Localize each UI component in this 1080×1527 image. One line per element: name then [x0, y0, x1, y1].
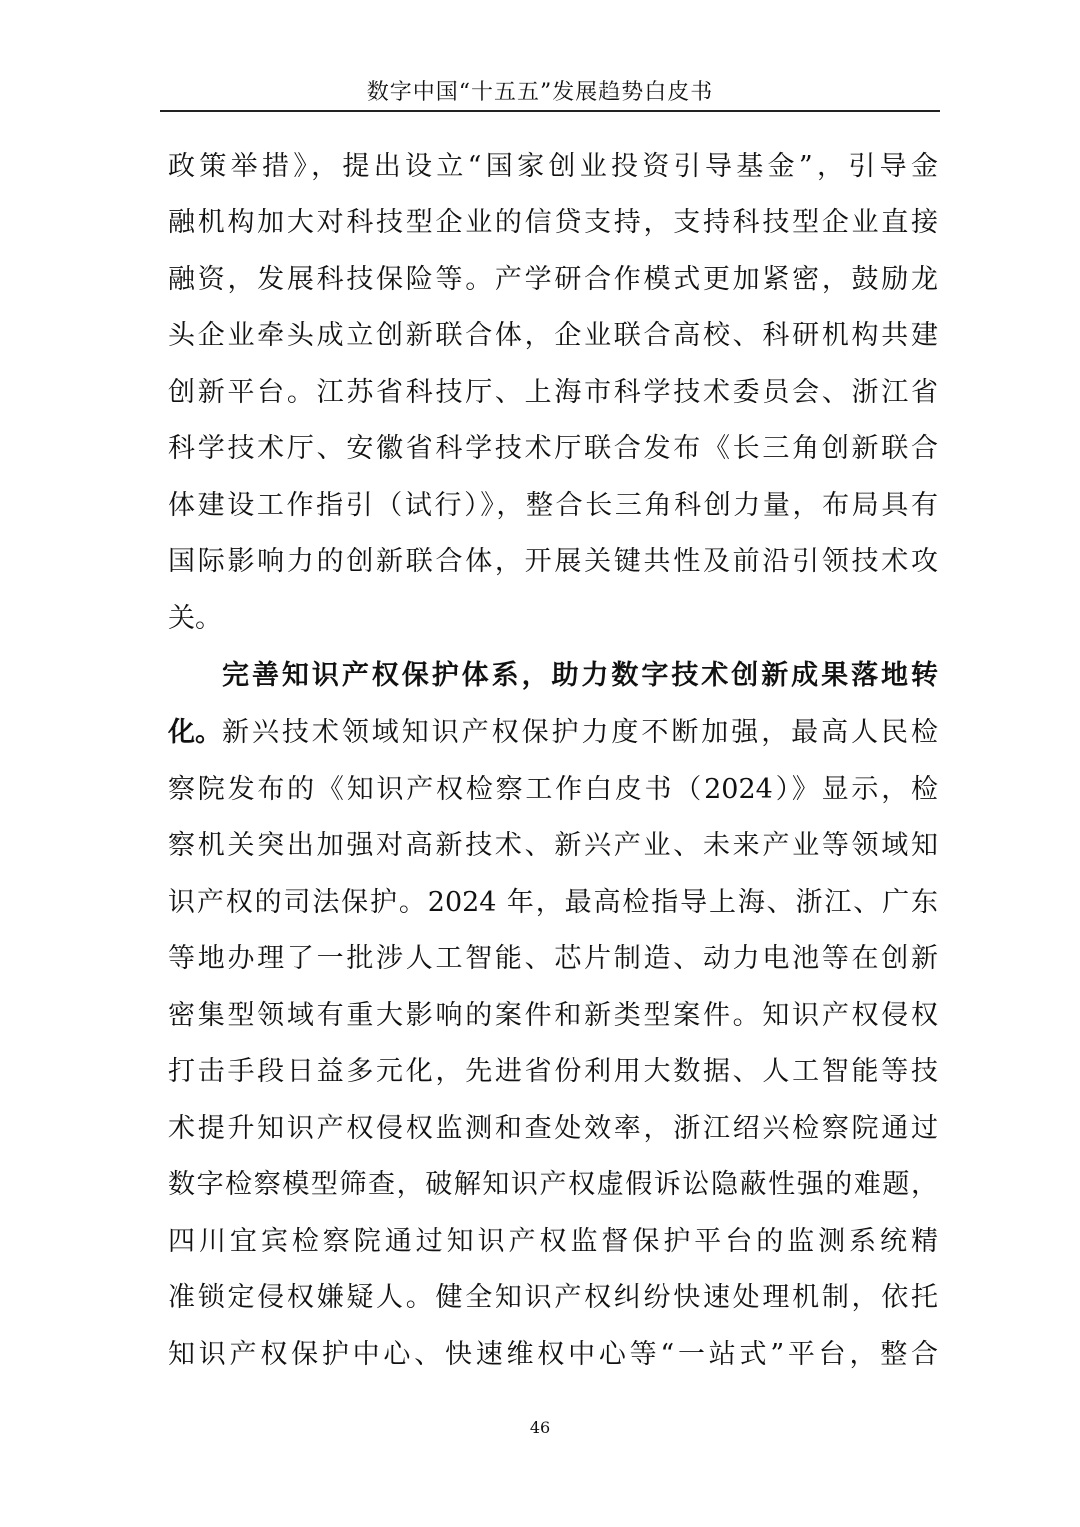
page-number: 46: [529, 1418, 551, 1437]
paragraph-2-line-2-text: 新兴技术领域知识产权保护力度不断加强，最高人民检: [222, 717, 938, 748]
paragraph-2-line-10: 数字检察模型筛查，破解知识产权虚假诉讼隐蔽性强的难题，: [168, 1169, 938, 1200]
paragraph-1-line-8: 国际影响力的创新联合体，开展关键共性及前沿引领技术攻: [168, 546, 938, 577]
paragraph-2-line-5: 识产权的司法保护。2024 年，最高检指导上海、浙江、广东: [168, 887, 938, 918]
paragraph-2-line-7: 密集型领域有重大影响的案件和新类型案件。知识产权侵权: [168, 1000, 938, 1031]
paragraph-2-heading-end: 化。: [168, 717, 222, 748]
paragraph-2-line-13: 知识产权保护中心、快速维权中心等“一站式”平台，整合: [168, 1339, 938, 1370]
paragraph-2-line-9: 术提升知识产权侵权监测和查处效率，浙江绍兴检察院通过: [168, 1113, 938, 1144]
paragraph-1-line-3: 融资，发展科技保险等。产学研合作模式更加紧密，鼓励龙: [168, 264, 938, 295]
paragraph-2-line-11: 四川宜宾检察院通过知识产权监督保护平台的监测系统精: [168, 1226, 938, 1257]
paragraph-1-line-7: 体建设工作指引（试行）》，整合长三角科创力量，布局具有: [168, 490, 938, 521]
paragraph-2-line-12: 准锁定侵权嫌疑人。健全知识产权纠纷快速处理机制，依托: [168, 1282, 938, 1313]
paragraph-2-heading: 完善知识产权保护体系，助力数字技术创新成果落地转: [222, 660, 938, 691]
paragraph-2-line-8: 打击手段日益多元化，先进省份利用大数据、人工智能等技: [168, 1056, 938, 1087]
paragraph-1-line-6: 科学技术厅、安徽省科学技术厅联合发布《长三角创新联合: [168, 433, 938, 464]
paragraph-2-line-6: 等地办理了一批涉人工智能、芯片制造、动力电池等在创新: [168, 943, 938, 974]
paragraph-1-line-9: 关。: [168, 603, 222, 634]
paragraph-1-line-1: 政策举措》，提出设立“国家创业投资引导基金”，引导金: [168, 151, 938, 182]
paragraph-1-line-2: 融机构加大对科技型企业的信贷支持，支持科技型企业直接: [168, 207, 938, 238]
paragraph-1-line-4: 头企业牵头成立创新联合体，企业联合高校、科研机构共建: [168, 320, 938, 351]
paragraph-2-line-4: 察机关突出加强对高新技术、新兴产业、未来产业等领域知: [168, 830, 938, 861]
running-header-title: 数字中国“十五五”发展趋势白皮书: [366, 80, 714, 105]
paragraph-2-line-3: 察院发布的《知识产权检察工作白皮书（2024）》显示，检: [168, 774, 938, 805]
paragraph-1-line-5: 创新平台。江苏省科技厅、上海市科学技术委员会、浙江省: [168, 377, 938, 408]
paragraph-2-line-2: [168, 713, 938, 753]
header-divider: [160, 110, 940, 112]
